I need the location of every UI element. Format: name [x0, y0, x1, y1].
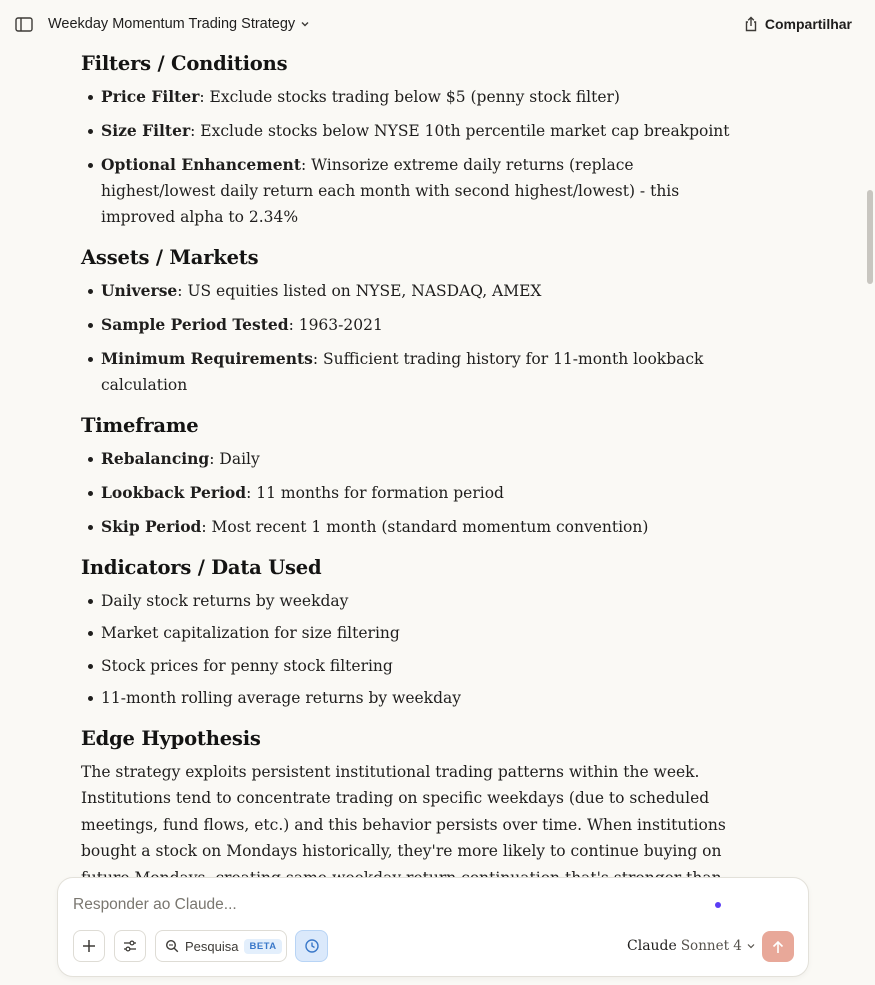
extended-thinking-button[interactable]	[295, 930, 328, 962]
section-heading-filters: Filters / Conditions	[81, 52, 288, 75]
conversation-title-button[interactable]	[48, 13, 310, 35]
section-heading-assets: Assets / Markets	[81, 246, 259, 269]
top-bar	[0, 0, 875, 48]
chevron-down-icon	[746, 941, 756, 951]
timeframe-list	[81, 446, 746, 540]
list-item: Skip Period: Most recent 1 month (standard momentum convention)	[81, 514, 746, 540]
list-item: Lookback Period: 11 months for formation period	[81, 480, 746, 506]
section-heading-indicators: Indicators / Data Used	[81, 556, 322, 579]
model-selector[interactable]	[627, 936, 756, 956]
share-button[interactable]	[744, 12, 852, 36]
list-item: Sample Period Tested: 1963-2021	[81, 312, 746, 338]
list-item: Minimum Requirements: Sufficient trading history for 11-month lookback calculation	[81, 346, 746, 398]
section-heading-edge: Edge Hypothesis	[81, 726, 261, 750]
edge-hypothesis-paragraph: The strategy exploits persistent institutional trading patterns within the week. Institutions tend to concentrate trading on specific weekdays (due to scheduled meetings, fund flows, etc.) and this behavior persists over time. When institutions bought a stock on Mondays historically, they're more likely to continue buying on	[81, 762, 726, 861]
model-name: Claude	[627, 938, 677, 954]
message-content	[81, 50, 746, 918]
chevron-down-icon	[300, 19, 310, 29]
search-icon	[165, 939, 179, 953]
clock-icon	[304, 938, 320, 954]
plus-icon	[82, 939, 96, 953]
list-item: Price Filter: Exclude stocks trading below $5 (penny stock filter)	[81, 84, 746, 110]
send-button[interactable]	[762, 931, 794, 962]
status-dot-icon	[715, 902, 721, 908]
list-item: Rebalancing: Daily	[81, 446, 746, 472]
sidebar-toggle-icon[interactable]	[14, 15, 34, 33]
reply-input[interactable]	[73, 894, 693, 916]
list-item: Market capitalization for size filtering	[81, 620, 746, 646]
list-item: Daily stock returns by weekday	[81, 588, 746, 614]
share-icon	[744, 16, 758, 32]
research-label: Pesquisa	[185, 938, 239, 954]
model-version: Sonnet 4	[680, 938, 742, 954]
list-item: Universe: US equities listed on NYSE, NASDAQ, AMEX	[81, 278, 746, 304]
indicators-list	[81, 588, 746, 711]
beta-badge: BETA	[244, 939, 281, 954]
list-item: Stock prices for penny stock filtering	[81, 653, 746, 679]
list-item: Optional Enhancement: Winsorize extreme daily returns (replace highest/lowest daily return each month with second highest/lowest) - this improved alpha to 2.34%	[81, 152, 746, 230]
add-button[interactable]	[73, 930, 105, 962]
section-heading-timeframe: Timeframe	[81, 414, 199, 437]
research-button[interactable]	[155, 930, 287, 962]
scrollbar-thumb[interactable]	[867, 190, 873, 284]
sliders-icon	[123, 939, 137, 953]
assets-list	[81, 278, 746, 398]
list-item: Size Filter: Exclude stocks below NYSE 10th percentile market cap breakpoint	[81, 118, 746, 144]
tools-button[interactable]	[114, 930, 146, 962]
share-label: Compartilhar	[764, 16, 852, 32]
arrow-up-icon	[771, 940, 785, 954]
list-item: 11-month rolling average returns by weekday	[81, 685, 746, 711]
conversation-title: Weekday Momentum Trading Strategy	[48, 16, 296, 32]
filters-list	[81, 84, 746, 230]
composer	[57, 877, 809, 977]
